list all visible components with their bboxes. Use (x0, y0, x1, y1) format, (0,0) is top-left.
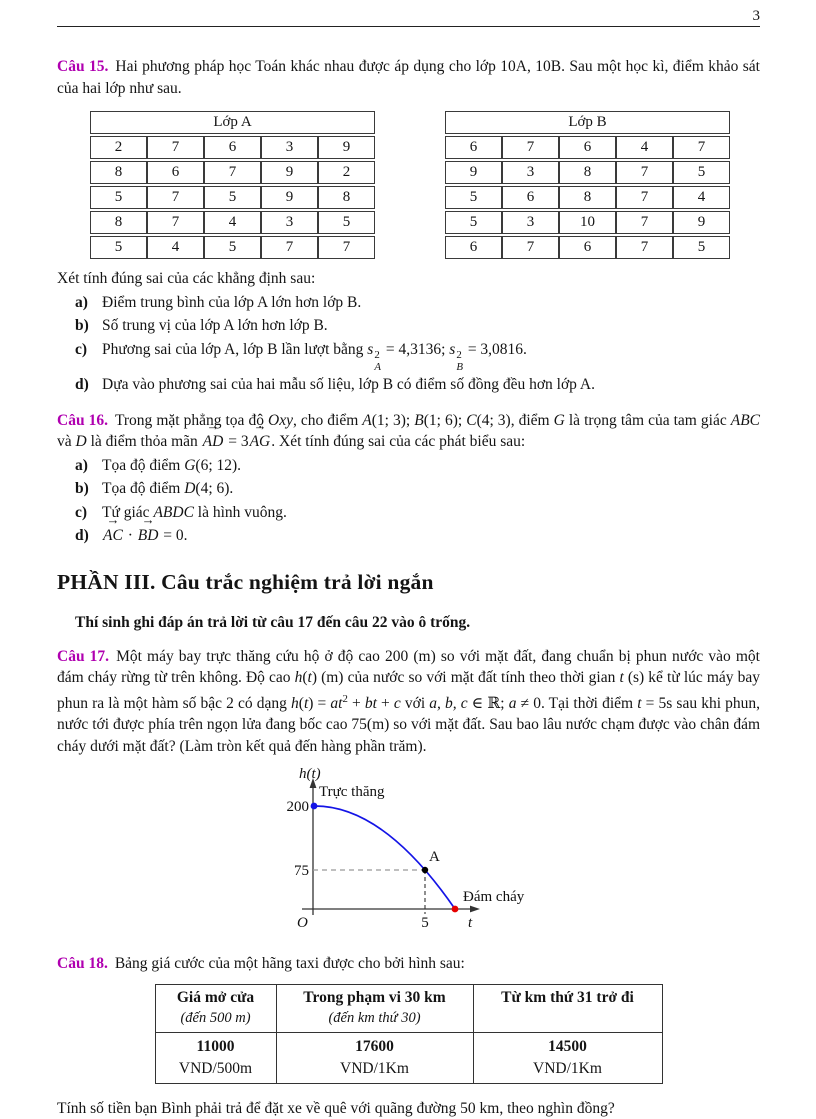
question-15-label: Câu 15. (57, 58, 109, 75)
fare-col-header: Từ km thứ 31 trở đi (501, 988, 634, 1006)
table-row (90, 111, 375, 134)
table-cell: 7 (502, 136, 559, 159)
statement-key: a) (75, 456, 88, 474)
fare-price: 11000 (196, 1037, 235, 1055)
function-graph (257, 763, 567, 935)
table-cell: 9 (673, 211, 730, 234)
table-cell: 6 (204, 136, 261, 159)
fare-col-subheader (484, 1008, 652, 1028)
table-cell: 9 (445, 161, 502, 184)
score-table-a-title: Lớp A (90, 111, 375, 134)
table-cell: 7 (147, 211, 204, 234)
table-cell: 7 (616, 186, 673, 209)
point-A (422, 867, 428, 873)
table-row (445, 236, 730, 259)
fare-price: 17600 (355, 1037, 394, 1055)
table-cell: 6 (445, 236, 502, 259)
table-cell: 5 (445, 186, 502, 209)
table-cell: 5 (318, 211, 375, 234)
table-row (445, 136, 730, 159)
x-axis-label: t (468, 915, 473, 932)
q16-statements (57, 455, 760, 548)
part3-heading: PHẦN III. Câu trắc nghiệm trả lời ngắn (57, 569, 434, 594)
table-cell: 5 (445, 211, 502, 234)
fare-header-cell (276, 984, 473, 1032)
table-cell: 5 (204, 236, 261, 259)
table-cell: 8 (90, 211, 147, 234)
score-table-lop-a (90, 109, 375, 261)
y-axis-label: h(t) (299, 766, 321, 783)
statement-d (75, 525, 760, 548)
question-17-text: Một máy bay trực thăng cứu hộ ở độ cao 200 (m) so với mặt đất, đang chuẩn bị phun nước vào một đám cháy rừng từ trên không. Độ cao h(t) (m) của nước so với mặt đất tính theo thời gian t (s) kể từ lúc máy bay phun ra là một hàm số bậc 2 có dạng $h(t) = at^2$ + bt + c với a, b, c ∈ ℝ; a ≠ 0. Tại thời điểm t = 5s sau khi phun, nước tới được phía trên ngọn lửa đang bốc cao 75(m) so với mặt đất. Sau bao lâu nước chạm được vào chân đám cháy dưới mặt đất? (Làm tròn kết quả đến hàng phần trăm). (57, 647, 761, 755)
table-cell: 5 (90, 186, 147, 209)
statement-key: b) (75, 317, 89, 334)
table-cell: 3 (261, 211, 318, 234)
statement-key: d) (75, 527, 89, 545)
question-17-label: Câu 17. (57, 647, 110, 665)
table-cell: 2 (318, 161, 375, 184)
table-cell: 7 (318, 236, 375, 259)
table-cell: 8 (559, 161, 616, 184)
question-16-label: Câu 16. (57, 411, 108, 429)
table-cell: 4 (147, 236, 204, 259)
question-16 (57, 410, 760, 453)
header-rule (57, 26, 760, 27)
question-18-text: Bảng giá cước của một hãng taxi được cho bởi hình sau: (114, 955, 465, 973)
table-row (445, 161, 730, 184)
statement-text: AC → · BD → = 0. (102, 525, 760, 548)
part3-note: Thí sinh ghi đáp án trả lời từ câu 17 đến câu 22 vào ô trống. (75, 613, 471, 631)
table-cell: 6 (559, 136, 616, 159)
question-18 (57, 953, 760, 975)
table-cell: 9 (318, 136, 375, 159)
statement-key: c) (75, 503, 88, 521)
table-cell: 5 (90, 236, 147, 259)
table-cell: 8 (90, 161, 147, 184)
fare-header-cell (473, 984, 662, 1032)
fare-price-cell (473, 1032, 662, 1083)
tick-200: 200 (286, 799, 309, 816)
question-17 (57, 646, 760, 758)
statement-text: Tứ giác ABDC là hình vuông. (102, 503, 287, 521)
question-18-label: Câu 18. (57, 955, 108, 973)
table-cell: 6 (147, 161, 204, 184)
table-row (445, 186, 730, 209)
statement-text: Tọa độ điểm G(6; 12). (102, 456, 242, 474)
table-cell: 7 (147, 186, 204, 209)
table-cell: 8 (318, 186, 375, 209)
table-row (445, 111, 730, 134)
table-cell: 5 (673, 161, 730, 184)
statement-text: Tọa độ điểm D(4; 6). (102, 480, 234, 498)
tick-5: 5 (421, 915, 429, 932)
table-cell: 3 (502, 211, 559, 234)
table-cell: 4 (616, 136, 673, 159)
statement-a (75, 292, 760, 315)
table-cell: 2 (90, 136, 147, 159)
table-cell: 7 (147, 136, 204, 159)
table-cell: 6 (445, 136, 502, 159)
table-row (90, 236, 375, 259)
fare-col-header: Giá mở cửa (176, 988, 255, 1006)
table-row (445, 211, 730, 234)
score-tables (90, 109, 730, 261)
table-cell: 6 (502, 186, 559, 209)
fare-unit: VND/500m (178, 1059, 253, 1077)
table-row (90, 161, 375, 184)
fare-col-header: Trong phạm vi 30 km (303, 988, 446, 1006)
table-cell: 9 (261, 186, 318, 209)
table-cell: 7 (502, 236, 559, 259)
statement-b (75, 478, 760, 501)
score-table-lop-b (445, 109, 730, 261)
fare-header-cell (155, 984, 276, 1032)
table-cell: 8 (559, 186, 616, 209)
question-15-text: Hai phương pháp học Toán khác nhau được áp dụng cho lớp 10A, 10B. Sau một học kì, điểm khảo sát của hai lớp như sau. (57, 58, 760, 97)
table-cell: 4 (673, 186, 730, 209)
point-A-label: A (429, 849, 440, 866)
helicopter-label: Trực thăng (319, 784, 385, 801)
score-table-b-title: Lớp B (445, 111, 730, 134)
statement-text: Dựa vào phương sai của hai mẫu số liệu, lớp B có điểm số đồng đều hơn lớp A. (102, 376, 595, 394)
closing-question: Tính số tiền bạn Bình phải trả để đặt xe về quê với quãng đường 50 km, theo nghìn đồng? (57, 1099, 615, 1117)
table-cell: 7 (204, 161, 261, 184)
question-15 (57, 56, 760, 99)
table-cell: 3 (261, 136, 318, 159)
table-cell: 6 (559, 236, 616, 259)
page-number: 3 (752, 8, 760, 24)
x-axis-arrow-icon (470, 906, 480, 913)
fare-price-cell (155, 1032, 276, 1083)
helicopter-point (311, 803, 318, 810)
statement-b (75, 315, 760, 338)
fare-header-row (155, 984, 662, 1032)
table-cell: 9 (261, 161, 318, 184)
statement-key: b) (75, 480, 89, 498)
fare-price: 14500 (548, 1037, 587, 1055)
table-cell: 7 (616, 161, 673, 184)
statement-text: Điểm trung bình của lớp A lớn hơn lớp B. (102, 293, 362, 311)
statement-c (75, 339, 760, 374)
statement-key: a) (75, 293, 88, 311)
statement-d (75, 374, 760, 397)
tick-75: 75 (294, 863, 309, 880)
statement-text: Số trung vị của lớp A lớn hơn lớp B. (102, 317, 328, 334)
q17-figure (257, 763, 567, 940)
statement-key: d) (75, 376, 89, 394)
statement-key: c) (75, 340, 88, 358)
fare-price-row (155, 1032, 662, 1083)
table-cell: 4 (204, 211, 261, 234)
fare-unit: VND/1Km (340, 1059, 409, 1077)
table-cell: 7 (616, 236, 673, 259)
fire-point (452, 906, 459, 913)
fire-label: Đám cháy (463, 889, 525, 906)
question-16-text: Trong mặt phẳng tọa độ Oxy, cho điểm A(1; 3); B(1; 6); C(4; 3), điểm G là trọng tâm của tam giác ABC và D là điểm thỏa mãn AD → = 3AG →. Xét tính đúng sai của các phát biểu sau: (57, 412, 760, 451)
table-row (90, 211, 375, 234)
fare-col-subheader: (đến km thứ 30) (328, 1009, 421, 1026)
table-cell: 7 (673, 136, 730, 159)
table-row (90, 136, 375, 159)
q15-statements (57, 292, 760, 397)
q15-intro: Xét tính đúng sai của các khẳng định sau: (57, 270, 316, 287)
fare-unit: VND/1Km (533, 1059, 602, 1077)
table-cell: 10 (559, 211, 616, 234)
table-cell: 7 (261, 236, 318, 259)
table-cell: 3 (502, 161, 559, 184)
fare-price-cell (276, 1032, 473, 1083)
origin-label: O (297, 915, 308, 932)
statement-a (75, 455, 760, 478)
table-cell: 5 (204, 186, 261, 209)
fare-table (155, 984, 663, 1084)
table-row (90, 186, 375, 209)
statement-text: Phương sai của lớp A, lớp B lần lượt bằng s 2 A = 4,3136; s 2 B = 3,0816. (102, 340, 527, 373)
table-cell: 7 (616, 211, 673, 234)
statement-c (75, 502, 760, 525)
table-cell: 5 (673, 236, 730, 259)
fare-col-subheader: (đến 500 m) (180, 1009, 251, 1026)
